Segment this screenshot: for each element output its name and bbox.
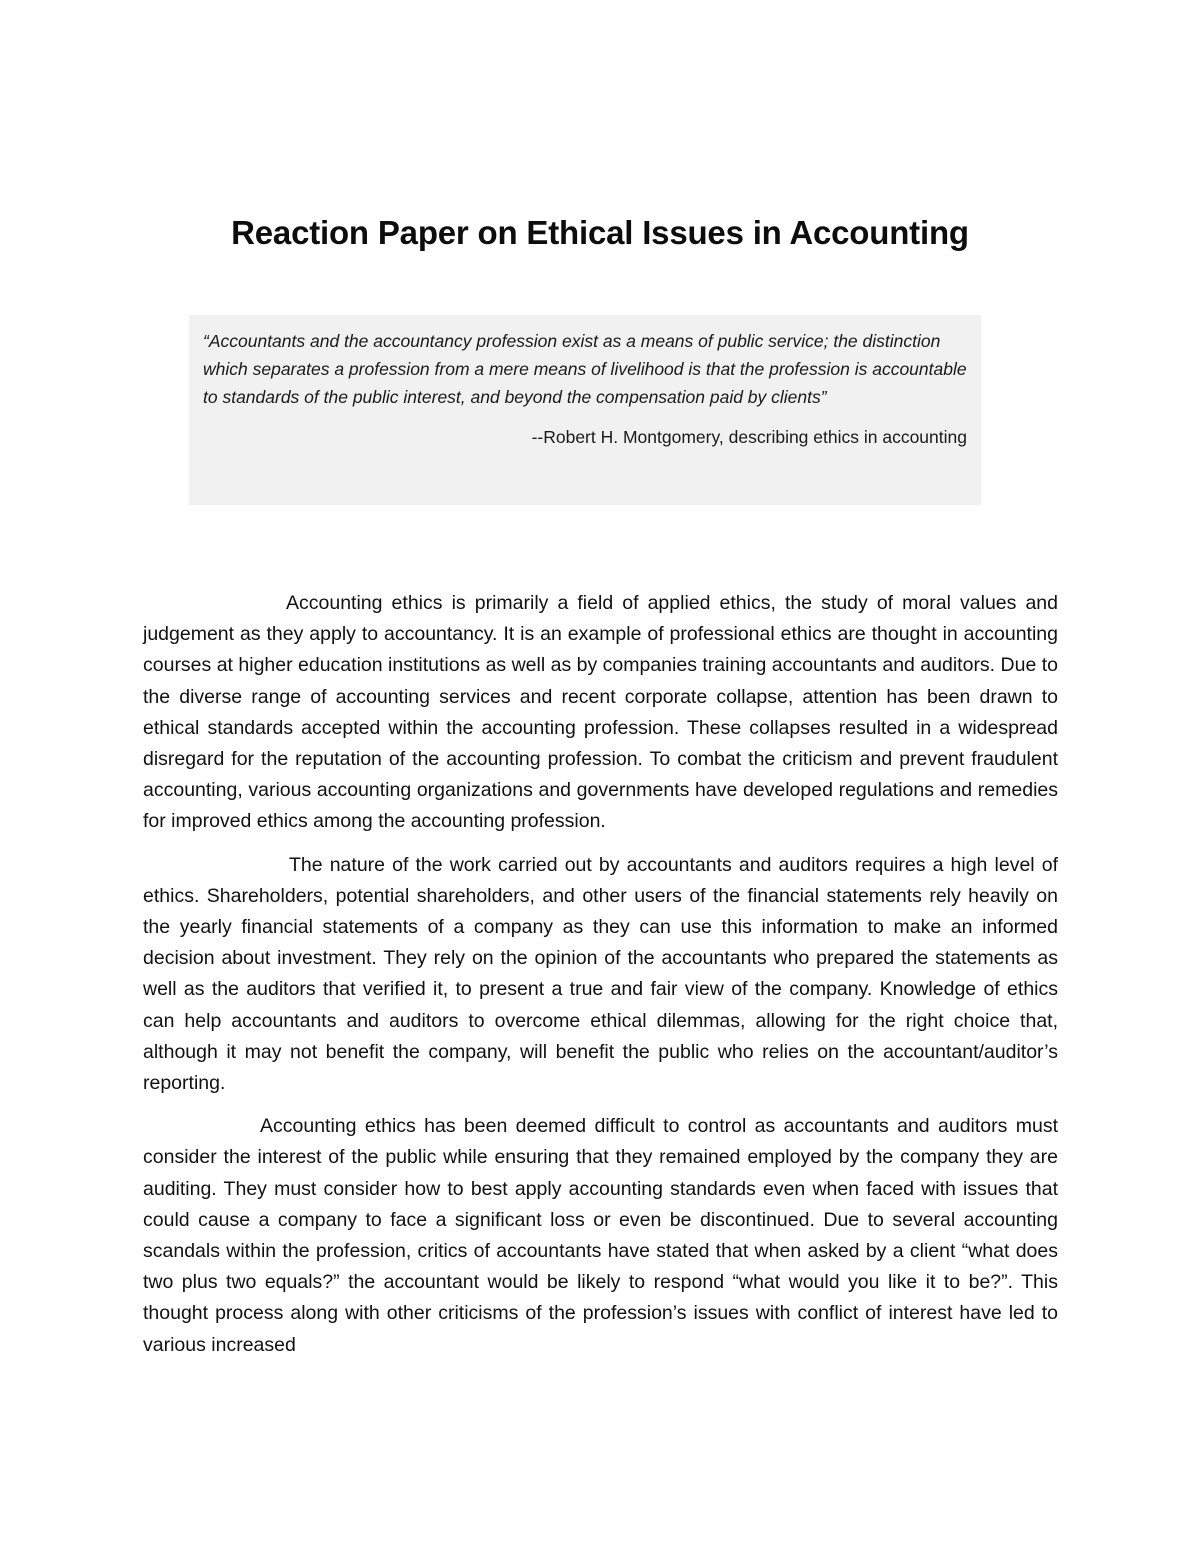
epigraph-attribution: --Robert H. Montgomery, describing ethics in accounting: [531, 427, 967, 447]
body-paragraph: Accounting ethics has been deemed difficult to control as accountants and auditors must consider the interest of the public while ensuring that they remained employed by the company they are auditing. They must consider how to best apply accounting standards even when faced with issues that could cause a company to face a significant loss or even be discontinued. Due to several accounting scandals within the profession, critics of accountants have stated that when asked by a client “what does two plus two equals?” the accountant would be likely to respond “what would you like it to be?”. This thought process along with other criticisms of the profession’s issues with conflict of interest have led to various increased: [143, 1115, 1058, 1356]
epigraph-quote-text: “Accountants and the accountancy profession exist as a means of public service; the distinction which separates a profession from a mere means of livelihood is that the profession is accountable to standards of the public interest, and beyond the compensation paid by clients”: [203, 331, 967, 407]
body-text: [143, 588, 1058, 1373]
body-paragraph: Accounting ethics is primarily a field of applied ethics, the study of moral values and judgement as they apply to accountancy. It is an example of professional ethics are thought in accounting courses at higher education institutions as well as by companies training accountants and auditors. Due to the diverse range of accounting services and recent corporate collapse, attention has been drawn to ethical standards accepted within the accounting profession. These collapses resulted in a widespread disregard for the reputation of the accounting profession. To combat the criticism and prevent fraudulent accounting, various accounting organizations and governments have developed regulations and remedies for improved ethics among the accounting profession.: [143, 592, 1058, 833]
body-paragraph: The nature of the work carried out by accountants and auditors requires a high level of ethics. Shareholders, potential shareholders, and other users of the financial statements rely heavily on the yearly financial statements of a company as they can use this information to make an informed decision about investment. They rely on the opinion of the accountants who prepared the statements as well as the auditors that verified it, to present a true and fair view of the company. Knowledge of ethics can help accountants and auditors to overcome ethical dilemmas, allowing for the right choice that, although it may not benefit the company, will benefit the public who relies on the accountant/auditor’s reporting.: [143, 853, 1058, 1095]
page-title: Reaction Paper on Ethical Issues in Accounting: [231, 214, 969, 251]
epigraph-quote-box: [189, 315, 981, 505]
